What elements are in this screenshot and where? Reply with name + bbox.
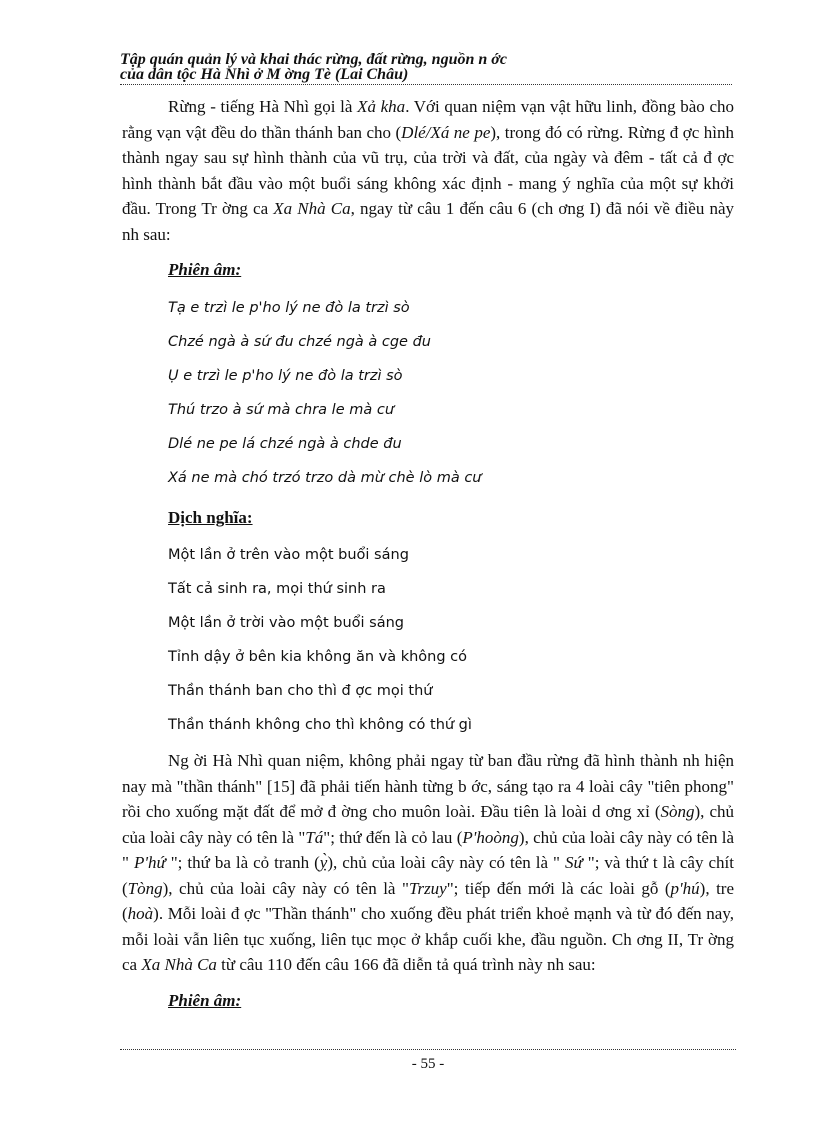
verse-transcription xyxy=(168,291,734,495)
translation-line: Tất cả sinh ra, mọi thứ sinh ra xyxy=(168,581,386,597)
page-number: - 55 - xyxy=(411,1056,445,1072)
phien-am-heading-2: Phiên âm: xyxy=(168,990,242,1010)
paragraph-forest-origin: Ng ời Hà Nhì quan niệm, không phải ngay từ ban đầu rừng đã hình thành nh hiện nay mà "thần thánh" [15] đã phải tiến hành từng b ớc, sáng tạo ra 4 loài cây "tiên phong" rồi cho xuống mặt đất để mở đ ờng cho muôn loài. Đầu tiên là loài d ơng xỉ (Sòng), chủ của loài cây này có tên là "Tá"; thứ đến là cỏ lau (P'hoòng), chủ của loài cây này có tên là " P'hứ "; thứ ba là cỏ tranh (ỵ̀), chủ của loài cây này có tên là " Sứ "; và thứ t là cây chít (Tòng), chủ của loài cây này có tên là "Trzuy"; tiếp đến mới là các loài gỗ (p'hú), tre (hoà). Mỗi loài đ ợc "Thần thánh" cho xuống đều phát triển khoẻ mạnh và từ đó đến nay, mỗi loài vẫn liên tục xuống, liên tục mọc ở khắp cuối khe, đầu nguồn. Ch ơng II, Tr ờng ca Xa Nhà Ca từ câu 110 đến câu 166 đã diễn tả quá trình này nh sau: xyxy=(122,751,735,974)
translation-line: Thần thánh không cho thì không có thứ gì xyxy=(168,717,472,733)
translation-line: Một lần ở trên vào một buổi sáng xyxy=(168,547,409,563)
translation-line: Thần thánh ban cho thì đ ợc mọi thứ xyxy=(168,683,433,699)
page-body xyxy=(122,94,734,1021)
paragraph-intro: Rừng - tiếng Hà Nhì gọi là Xả kha. Với quan niệm vạn vật hữu linh, đồng bào cho rằng vạn vật đều do thần thánh ban cho (Dlé/Xá ne pe), trong đó có rừng. Rừng đ ợc hình thành ngay sau sự hình thành của vũ trụ, của trời và đất, của ngày và đêm - tất cả đ ợc hình thành bắt đầu vào một buổi sáng không xác định - mang ý nghĩa của một sự khởi đầu. Trong Tr ờng ca Xa Nhà Ca, ngay từ câu 1 đến câu 6 (ch ơng I) đã nói về điều này nh sau: xyxy=(122,97,734,244)
verse-line: Dlé ne pe lá chzé ngà à chde đu xyxy=(168,435,402,452)
verse-line: Ụ e trzì le p'ho lý ne đò la trzì sò xyxy=(168,367,403,384)
translation-line: Tỉnh dậy ở bên kia không ăn và không có xyxy=(168,649,468,665)
verse-line: Tạ e trzì le p'ho lý ne đò la trzì sò xyxy=(168,299,410,316)
verse-translation xyxy=(168,538,734,742)
verse-line: Thú trzo à sứ mà chra le mà cư xyxy=(168,401,395,418)
dich-nghia-heading: Dịch nghĩa: xyxy=(168,507,253,527)
page-footer xyxy=(120,1049,736,1073)
phien-am-heading: Phiên âm: xyxy=(168,260,242,279)
verse-line: Chzé ngà à sứ đu chzé ngà à cge đu xyxy=(168,333,431,350)
translation-line: Một lần ở trời vào một buổi sáng xyxy=(168,615,405,631)
running-header xyxy=(120,52,732,85)
header-line-2: của dân tộc Hà Nhì ở M ờng Tè (Lai Châu) xyxy=(120,66,409,83)
header-line-1: Tập quán quản lý và khai thác rừng, đất rừng, nguồn n ớc xyxy=(120,51,507,68)
verse-line: Xá ne mà chó trzó trzo dà mừ chè lò mà cư xyxy=(168,469,482,486)
